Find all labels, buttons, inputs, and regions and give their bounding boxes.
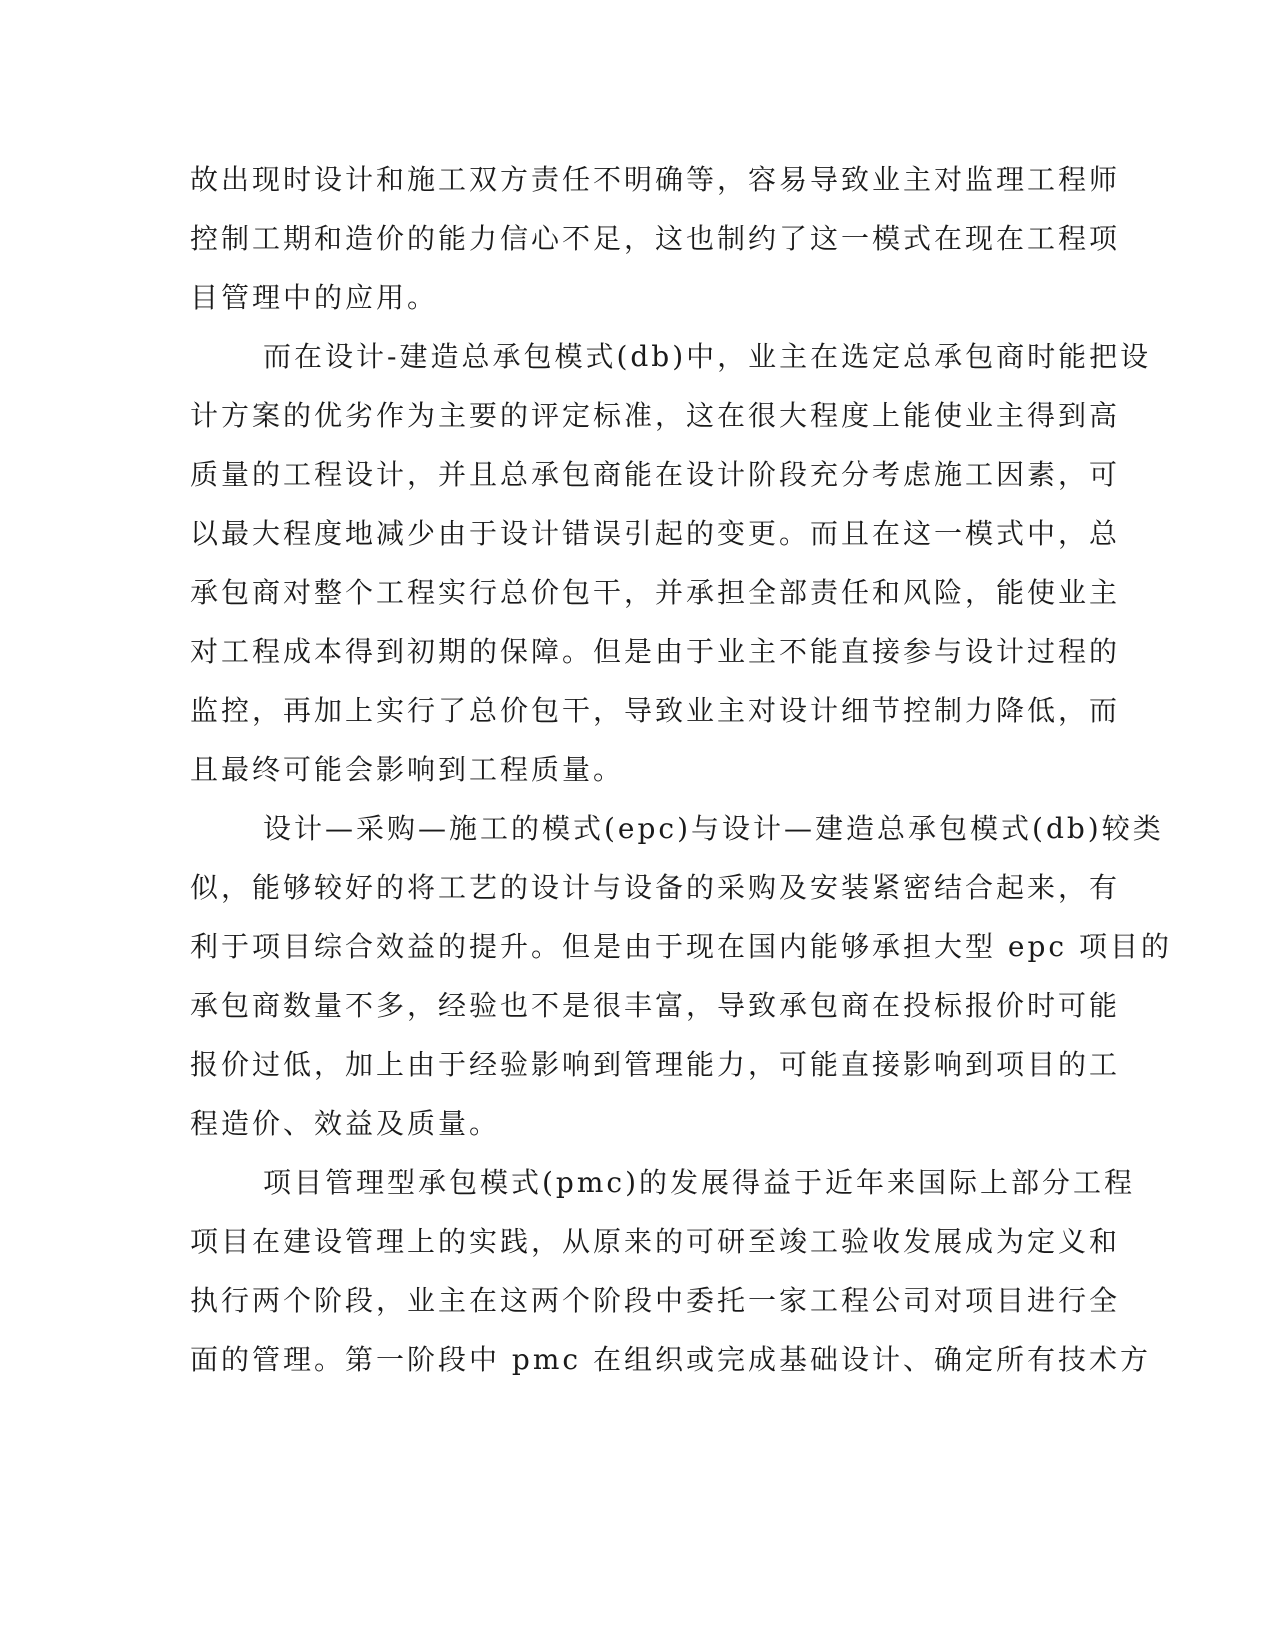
text-line: 且最终可能会影响到工程质量。 bbox=[190, 753, 625, 786]
paragraph-first-line: 而在设计-建造总承包模式(db)中，业主在选定总承包商时能把设 bbox=[263, 340, 1152, 373]
text-line: 面的管理。第一阶段中 pmc 在组织或完成基础设计、确定所有技术方 bbox=[190, 1343, 1151, 1376]
text-line: 目管理中的应用。 bbox=[190, 281, 439, 314]
text-line: 计方案的优劣作为主要的评定标准，这在很大程度上能使业主得到高 bbox=[190, 399, 1121, 432]
paragraph-first-line: 设计—采购—施工的模式(epc)与设计—建造总承包模式(db)较类 bbox=[263, 812, 1164, 845]
text-line: 执行两个阶段，业主在这两个阶段中委托一家工程公司对项目进行全 bbox=[190, 1284, 1121, 1317]
text-line: 程造价、效益及质量。 bbox=[190, 1107, 501, 1140]
text-line: 质量的工程设计，并且总承包商能在设计阶段充分考虑施工因素，可 bbox=[190, 458, 1121, 491]
text-line: 项目在建设管理上的实践，从原来的可研至竣工验收发展成为定义和 bbox=[190, 1225, 1121, 1258]
text-line: 以最大程度地减少由于设计错误引起的变更。而且在这一模式中，总 bbox=[190, 517, 1121, 550]
paragraph-first-line: 项目管理型承包模式(pmc)的发展得益于近年来国际上部分工程 bbox=[263, 1166, 1136, 1199]
text-line: 利于项目综合效益的提升。但是由于现在国内能够承担大型 epc 项目的 bbox=[190, 930, 1172, 963]
text-line: 似，能够较好的将工艺的设计与设备的采购及安装紧密结合起来，有 bbox=[190, 871, 1121, 904]
text-line: 承包商对整个工程实行总价包干，并承担全部责任和风险，能使业主 bbox=[190, 576, 1121, 609]
text-line: 控制工期和造价的能力信心不足，这也制约了这一模式在现在工程项 bbox=[190, 222, 1121, 255]
text-line: 对工程成本得到初期的保障。但是由于业主不能直接参与设计过程的 bbox=[190, 635, 1121, 668]
text-line: 监控，再加上实行了总价包干，导致业主对设计细节控制力降低，而 bbox=[190, 694, 1121, 727]
text-line: 报价过低，加上由于经验影响到管理能力，可能直接影响到项目的工 bbox=[190, 1048, 1121, 1081]
text-line: 承包商数量不多，经验也不是很丰富，导致承包商在投标报价时可能 bbox=[190, 989, 1121, 1022]
text-line: 故出现时设计和施工双方责任不明确等，容易导致业主对监理工程师 bbox=[190, 163, 1121, 196]
